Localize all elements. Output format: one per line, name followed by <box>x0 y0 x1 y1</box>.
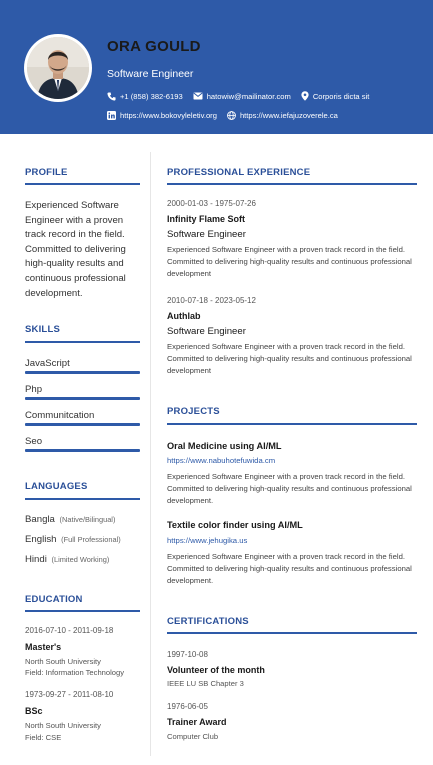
language-level: (Limited Working) <box>51 555 110 564</box>
email-icon <box>193 92 203 100</box>
location-text: Corporis dicta sit <box>312 91 370 101</box>
project-title: Oral Medicine using AI/ML <box>167 441 282 451</box>
project-title: Textile color finder using AI/ML <box>167 520 303 530</box>
certification-name: Volunteer of the month <box>167 665 265 675</box>
language-item <box>25 554 109 565</box>
skills-rule <box>25 341 140 343</box>
person-photo-icon <box>27 37 89 99</box>
skill-level-bar <box>25 423 140 426</box>
certification-issuer: Computer Club <box>167 732 219 741</box>
experience-dates: 2000-01-03 - 1975-07-26 <box>167 199 256 208</box>
avatar <box>27 37 89 99</box>
language-name: English <box>25 534 57 545</box>
language-name: Bangla <box>25 514 55 525</box>
experience-heading: PROFESSIONAL EXPERIENCE <box>167 167 311 178</box>
skill-item <box>25 358 140 374</box>
skill-item <box>25 384 140 400</box>
linkedin-item[interactable] <box>107 111 217 120</box>
experience-role: Software Engineer <box>167 229 246 240</box>
skill-name: JavaScript <box>25 358 70 369</box>
phone-text: +1 (858) 382-6193 <box>120 91 183 101</box>
certification-issuer: IEEE LU SB Chapter 3 <box>167 679 244 688</box>
experience-company: Authlab <box>167 311 201 321</box>
languages-heading: LANGUAGES <box>25 481 88 492</box>
location-pin-icon <box>301 91 309 101</box>
projects-rule <box>167 423 417 425</box>
phone-icon <box>107 92 116 101</box>
column-divider <box>150 152 151 756</box>
candidate-name: ORA GOULD <box>107 38 201 55</box>
globe-icon <box>227 111 236 120</box>
job-title: Software Engineer <box>107 68 194 80</box>
education-field: Field: Information Technology <box>25 668 125 677</box>
experience-description: Experienced Software Engineer with a proven track record in the field. Committed to delivering high-quality results and continuous professional development <box>167 245 412 278</box>
certification-date: 1997-10-08 <box>167 650 208 659</box>
contact-row-links <box>107 111 338 120</box>
skill-name: Communitcation <box>25 410 95 421</box>
website-item[interactable] <box>227 111 338 120</box>
website-link: https://www.iefajuzoverele.ca <box>239 111 338 120</box>
skills-heading: SKILLS <box>25 324 60 335</box>
project-link[interactable]: https://www.jehugika.us <box>167 536 248 545</box>
experience-description: Experienced Software Engineer with a proven track record in the field. Committed to delivering high-quality results and continuous professional development <box>167 342 412 375</box>
resume-header <box>0 0 433 134</box>
certifications-rule <box>167 632 417 634</box>
skill-level-bar <box>25 397 140 400</box>
skill-level-bar <box>25 449 140 452</box>
certification-name: Trainer Award <box>167 717 227 727</box>
projects-heading: PROJECTS <box>167 406 220 417</box>
profile-photo <box>24 34 92 102</box>
location-item <box>301 91 370 101</box>
profile-rule <box>25 183 140 185</box>
skill-name: Php <box>25 384 43 395</box>
project-description: Experienced Software Engineer with a proven track record in the field. Committed to delivering high-quality results and continuous professional development. <box>167 552 412 585</box>
project-description: Experienced Software Engineer with a proven track record in the field. Committed to delivering high-quality results and continuous professional development. <box>167 472 412 505</box>
profile-heading: PROFILE <box>25 167 68 178</box>
experience-role: Software Engineer <box>167 326 246 337</box>
certifications-heading: CERTIFICATIONS <box>167 616 249 627</box>
education-dates: 1973-09-27 - 2011-08-10 <box>25 690 114 699</box>
contact-row-primary <box>107 91 369 101</box>
languages-rule <box>25 498 140 500</box>
language-level: (Full Professional) <box>61 535 121 544</box>
certification-date: 1976-06-05 <box>167 702 208 711</box>
linkedin-icon <box>107 111 116 120</box>
education-school: North South University <box>25 657 101 666</box>
profile-summary: Experienced Software Engineer with a proven track record in the field. Committed to delivering high-quality results and continuous professional development. <box>25 200 126 299</box>
experience-company: Infinity Flame Soft <box>167 214 246 224</box>
email-item[interactable] <box>193 92 291 101</box>
phone-item <box>107 92 183 101</box>
education-school: North South University <box>25 721 101 730</box>
skill-item <box>25 436 140 452</box>
education-degree: BSc <box>25 706 43 716</box>
language-level: (Native/Bilingual) <box>59 515 116 524</box>
skill-level-bar <box>25 371 140 374</box>
language-name: Hindi <box>25 554 47 565</box>
language-item <box>25 514 115 525</box>
education-degree: Master's <box>25 642 62 652</box>
email-text: hatowiw@mailinator.com <box>206 91 291 101</box>
skill-name: Seo <box>25 436 43 447</box>
linkedin-link: https://www.bokovyleletiv.org <box>120 111 217 120</box>
education-heading: EDUCATION <box>25 594 83 605</box>
skill-item <box>25 410 140 426</box>
education-rule <box>25 610 140 612</box>
experience-dates: 2010-07-18 - 2023-05-12 <box>167 296 256 305</box>
experience-rule <box>167 183 417 185</box>
language-item <box>25 534 121 545</box>
project-link[interactable]: https://www.nabuhotefuwida.cm <box>167 456 276 465</box>
education-field: Field: CSE <box>25 733 62 742</box>
education-dates: 2016-07-10 - 2011-09-18 <box>25 626 114 635</box>
